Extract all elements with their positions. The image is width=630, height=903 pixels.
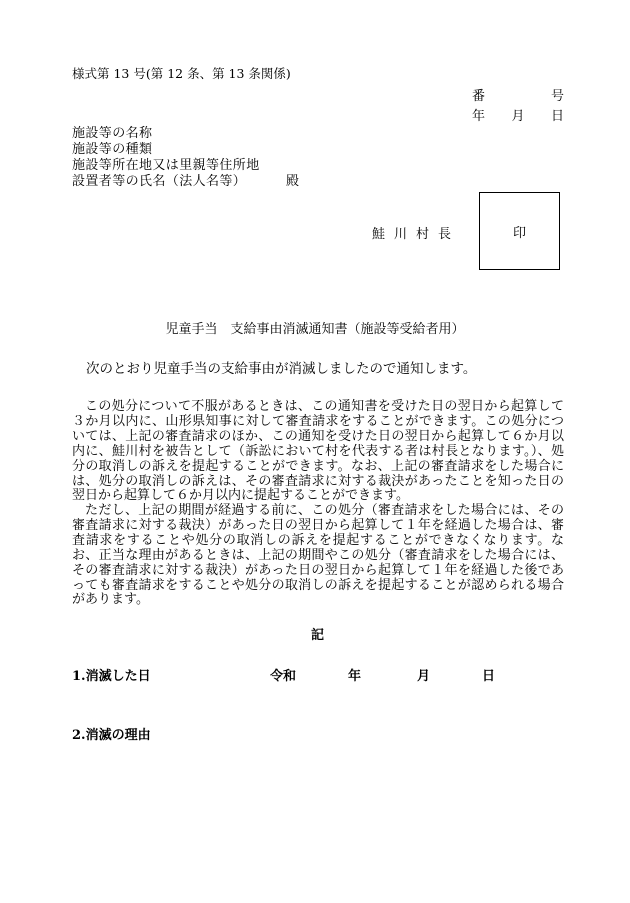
year-label: 年 (348, 669, 362, 684)
notice-paragraph-1: この処分について不服があるときは、この通知書を受けた日の翌日から起算して３か月以内に、山形県知事に対して審査請求をすることができます。この処分については、上記の審査請求のほか、この通知を受けた日の翌日から起算して６か月以内に、鮭川村を被告として（訴訟において村を代表する者は村長となります。）、処分の取消しの訴えを提起することができます。なお、上記の審査請求をした場合には、処分の取消しの訴えは、その審査請求に対する裁決があったことを知った日の翌日から起算して６か月以内に提起することができます。 (72, 399, 564, 504)
form-number: 様式第 13 号(第 12 条、第 13 条関係) (72, 66, 291, 81)
month-label: 月 (417, 669, 431, 684)
seal-box (479, 192, 560, 270)
number-suffix: 号 (550, 89, 564, 104)
day-label: 日 (482, 669, 496, 684)
document-title: 児童手当 支給事由消滅通知書（施設等受給者用） (165, 322, 465, 337)
issuer-name: 鮭川村長 (372, 227, 461, 242)
era-label: 令和 (270, 669, 297, 684)
document-number-line (472, 85, 564, 104)
seal-label: 印 (512, 225, 526, 241)
item2-label: 2.消滅の理由 (72, 728, 151, 743)
notice-paragraph-2: ただし、上記の期間が経過する前に、この処分（審査請求をした場合には、その審査請求に対する裁決）があった日の翌日から起算して１年を経過した場合は、審査請求をすることや処分の取消しの訴えを提起することができなくなります。なお、正当な理由があるときは、上記の期間やこの処分（審査請求をした場合には、その審査請求に対する裁決）があった日の翌日から起算して１年を経過した後であっても審査請求をすることや処分の取消しの訴えを提起することが認められる場合があります。 (72, 503, 564, 608)
operator-name-label: 設置者等の氏名（法人名等） (72, 174, 247, 189)
intro-text: 次のとおり児童手当の支給事由が消滅しましたので通知します。 (86, 361, 477, 377)
honorific: 殿 (286, 174, 300, 189)
ki-heading: 記 (311, 628, 325, 643)
date-month-label: 月 (511, 109, 525, 124)
facility-type-label: 施設等の種類 (72, 142, 153, 157)
issue-date-line (472, 105, 564, 124)
facility-name-label: 施設等の名称 (72, 126, 153, 141)
date-day-label: 日 (550, 109, 564, 124)
date-year-label: 年 (472, 109, 486, 124)
item1-label: 1.消滅した日 (72, 669, 151, 684)
facility-address-label: 施設等所在地又は里親等住所地 (72, 158, 260, 173)
number-label: 番 (472, 89, 486, 104)
